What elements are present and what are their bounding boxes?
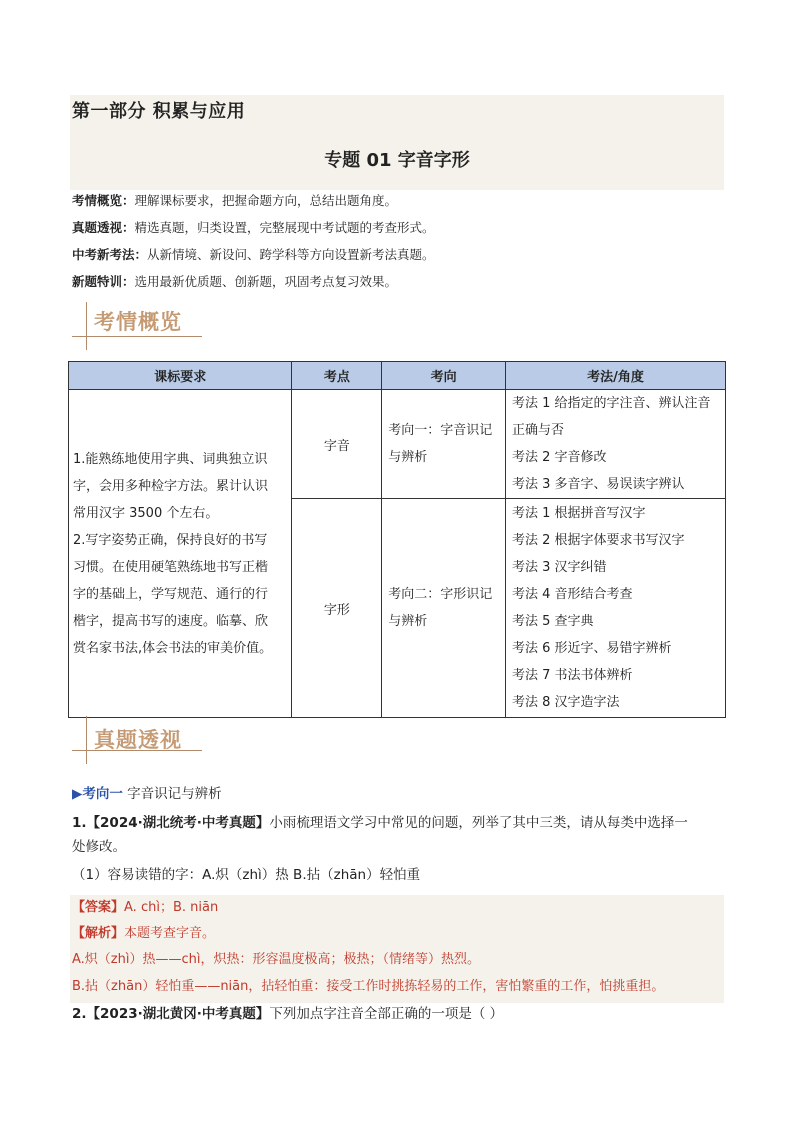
analysis-detail: B.拈（zhān）轻怕重——niān，拈轻怕重：接受工作时挑拣轻易的工作，害怕繁重的工作，怕挑重担。 (72, 979, 665, 994)
question-2 (72, 1002, 724, 1026)
intro-key: 中考新考法： (72, 247, 148, 262)
subheading-text: 字音识记与辨析 (122, 786, 222, 802)
direction-line: 考向一：字音识记 (388, 423, 493, 438)
methods-cell (506, 499, 726, 718)
table-header: 考法/角度 (506, 362, 726, 390)
intro-line (72, 274, 397, 290)
question-text: （1）容易读错的字：A.炽（zhì）热 B.拈（zhān）轻怕重 (72, 867, 421, 883)
triangle-icon: ▶ (72, 786, 83, 802)
table-header: 考向 (382, 362, 506, 390)
heading-decor (86, 716, 87, 764)
section-heading-real (72, 716, 212, 764)
intro-text: 选用最新优质题、创新题，巩固考点复习效果。 (134, 274, 398, 289)
answer-line (72, 894, 724, 921)
question-text: 小雨梳理语文学习中常见的问题，列举了其中三类，请从每类中选择一 (269, 815, 688, 831)
method-line: 正确与否 (512, 423, 565, 438)
intro-text: 从新情境、新设问、跨学科等方向设置新考法真题。 (147, 247, 435, 262)
part-title: 第一部分 积累与应用 (72, 101, 246, 122)
question-1 (72, 811, 724, 887)
intro-key: 新题特训： (72, 274, 135, 289)
subheading-label: 考向一 (82, 786, 123, 802)
intro-key: 考情概览： (72, 193, 135, 208)
question-number: 1. (72, 815, 87, 831)
answer-tag: 【答案】 (72, 900, 125, 915)
direction-line: 与辨析 (388, 450, 428, 465)
heading-decor (86, 302, 87, 350)
table-header-row (69, 362, 726, 390)
method-line: 考法 5 查字典 (512, 614, 594, 629)
question-number: 2. (72, 1006, 87, 1022)
analysis-tag: 【解析】 (72, 926, 125, 941)
analysis-detail: A.炽（zhì）热——chì，炽热：形容温度极高；极热；（情绪等）热烈。 (72, 952, 480, 967)
method-line: 考法 1 给指定的字注音、辨认注音 (512, 396, 711, 411)
point-cell: 字形 (292, 499, 382, 718)
methods-cell (506, 390, 726, 499)
table-header: 考点 (292, 362, 382, 390)
question-text: 下列加点字注音全部正确的一项是（ ） (269, 1006, 504, 1022)
requirements-table (68, 361, 726, 718)
direction-cell (382, 499, 506, 718)
direction-line: 考向二：字形识记 (388, 587, 493, 602)
direction-line: 与辨析 (388, 614, 428, 629)
standard-line: 字，会用多种检字方法。累计认识 (73, 478, 269, 494)
standard-line: 楷字，提高书写的速度。临摹、欣 (73, 613, 269, 629)
intro-line (72, 247, 435, 263)
method-line: 考法 7 书法书体辨析 (512, 668, 633, 683)
intro-text: 理解课标要求，把握命题方向，总结出题角度。 (134, 193, 398, 208)
standard-line: 习惯。在使用硬笔熟练地书写正楷 (73, 559, 269, 575)
intro-line (72, 193, 397, 209)
method-line: 考法 3 汉字纠错 (512, 560, 607, 575)
standard-line: 赏名家书法,体会书法的审美价值。 (73, 640, 273, 656)
standard-line: 字的基础上，学写规范、通行的行 (73, 586, 269, 602)
topic-title: 专题 01 字音字形 (324, 150, 470, 171)
method-line: 考法 6 形近字、易错字辨析 (512, 641, 672, 656)
direction-subheading (72, 782, 222, 802)
question-text: 处修改。 (72, 839, 126, 855)
standard-line: 2.写字姿势正确，保持良好的书写 (73, 532, 268, 548)
method-line: 考法 2 根据字体要求书写汉字 (512, 533, 685, 548)
question-source: 【2024·湖北统考·中考真题】 (86, 815, 270, 831)
intro-key: 真题透视： (72, 220, 135, 235)
method-line: 考法 3 多音字、易误读字辨认 (512, 477, 685, 492)
table-header: 课标要求 (69, 362, 292, 390)
method-line: 考法 8 汉字造字法 (512, 695, 620, 710)
standard-line: 1.能熟练地使用字典、词典独立识 (73, 451, 268, 467)
analysis-line (72, 920, 724, 947)
method-line: 考法 4 音形结合考查 (512, 587, 633, 602)
point-cell: 字音 (292, 390, 382, 499)
method-line: 考法 1 根据拼音写汉字 (512, 506, 646, 521)
analysis-text: 本题考查字音。 (124, 926, 216, 941)
question-source: 【2023·湖北黄冈·中考真题】 (86, 1006, 270, 1022)
section-title: 考情概览 (94, 310, 182, 334)
heading-decor (72, 336, 202, 337)
method-line: 考法 2 字音修改 (512, 450, 607, 465)
intro-text: 精选真题，归类设置，完整展现中考试题的考查形式。 (134, 220, 435, 235)
answer-text: A. chì；B. niān (124, 900, 219, 915)
table-row (69, 390, 726, 499)
standard-line: 常用汉字 3500 个左右。 (73, 505, 219, 521)
section-heading-overview (72, 302, 212, 350)
direction-cell (382, 390, 506, 499)
section-title: 真题透视 (94, 728, 182, 752)
intro-line (72, 220, 435, 236)
standard-cell (69, 390, 292, 718)
